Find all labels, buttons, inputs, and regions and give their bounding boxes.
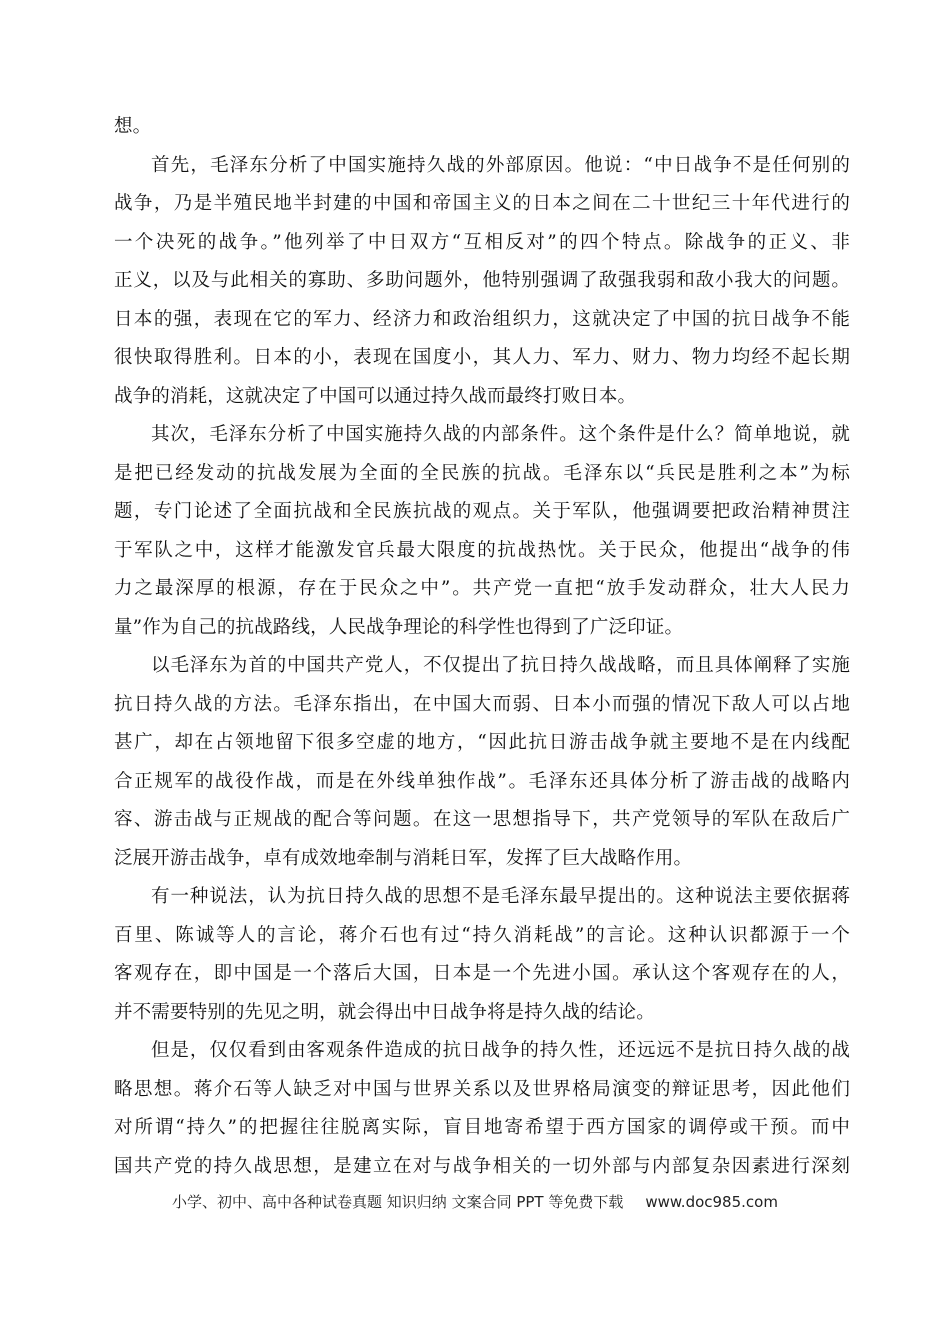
paragraph-first-line: 首先，毛泽东分析了中国实施持久战的外部原因。他说：“中日战争不是任何别的 [151,154,850,176]
text-line: 于军队之中，这样才能激发官兵最大限度的抗战热忱。关于民众，他提出“战争的伟 [114,539,850,561]
text-line: 很快取得胜利。日本的小，表现在国度小，其人力、军力、财力、物力均经不起长期 [114,347,850,368]
text-line: 日本的强，表现在它的军力、经济力和政治组织力，这就决定了中国的抗日战争不能 [114,308,850,330]
text-line: 是把已经发动的抗战发展为全面的全民族的抗战。毛泽东以“兵民是胜利之本”为标 [114,462,850,484]
text-line: 量”作为自己的抗战路线，人民战争理论的科学性也得到了广泛印证。 [114,616,684,638]
text-line: 力之最深厚的根源，存在于民众之中”。共产党一直把“放手发动群众，壮大人民力 [114,578,850,599]
text-line: 战争的消耗，这就决定了中国可以通过持久战而最终打败日本。 [114,385,637,407]
text-line: 对所谓“持久”的把握往往脱离实际，盲目地寄希望于西方国家的调停或干预。而中 [114,1117,850,1138]
text-line: 一个决死的战争。”他列举了中日双方“互相反对”的四个特点。除战争的正义、非 [114,231,850,253]
page-footer [0,1191,950,1212]
footer-text: 小学、初中、高中各种试卷真题 知识归纳 文案合同 PPT 等免费下载 [172,1193,624,1211]
footer-url: www.doc985.com [645,1193,778,1211]
text-line: 百里、陈诚等人的言论，蒋介石也有过“持久消耗战”的言论。这种认识都源于一个 [114,924,850,946]
paragraph-first-line: 有一种说法，认为抗日持久战的思想不是毛泽东最早提出的。这种说法主要依据蒋 [151,886,850,907]
document-body [114,108,850,1186]
paragraph-first-line: 以毛泽东为首的中国共产党人，不仅提出了抗日持久战战略，而且具体阐释了实施 [151,655,850,676]
text-line: 想。 [114,116,152,137]
paragraph-first-line: 但是，仅仅看到由客观条件造成的抗日战争的持久性，还远远不是抗日持久战的战 [151,1040,850,1061]
text-line: 并不需要特别的先见之明，就会得出中日战争将是持久战的结论。 [114,1001,655,1023]
text-line: 抗日持久战的方法。毛泽东指出，在中国大而弱、日本小而强的情况下敌人可以占地 [114,693,850,715]
text-line: 正义，以及与此相关的寡助、多助问题外，他特别强调了敌强我弱和敌小我大的问题。 [114,270,850,291]
text-line: 容、游击战与正规战的配合等问题。在这一思想指导下，共产党领导的军队在敌后广 [114,809,850,830]
text-line: 略思想。蒋介石等人缺乏对中国与世界关系以及世界格局演变的辩证思考，因此他们 [114,1078,850,1100]
paragraph-first-line: 其次，毛泽东分析了中国实施持久战的内部条件。这个条件是什么？简单地说，就 [151,424,850,445]
text-line: 甚广，却在占领地留下很多空虚的地方，“因此抗日游击战争就主要地不是在内线配 [114,732,850,753]
text-line: 泛展开游击战争，卓有成效地牵制与消耗日军，发挥了巨大战略作用。 [114,847,693,869]
text-line: 国共产党的持久战思想，是建立在对与战争相关的一切外部与内部复杂因素进行深刻 [114,1155,850,1177]
text-line: 合正规军的战役作战，而是在外线单独作战”。毛泽东还具体分析了游击战的战略内 [114,770,850,792]
text-line: 客观存在，即中国是一个落后大国，日本是一个先进小国。承认这个客观存在的人， [114,963,850,984]
text-line: 题，专门论述了全面抗战和全民族抗战的观点。关于军队，他强调要把政治精神贯注 [114,501,850,522]
text-line: 战争，乃是半殖民地半封建的中国和帝国主义的日本之间在二十世纪三十年代进行的 [114,193,850,214]
